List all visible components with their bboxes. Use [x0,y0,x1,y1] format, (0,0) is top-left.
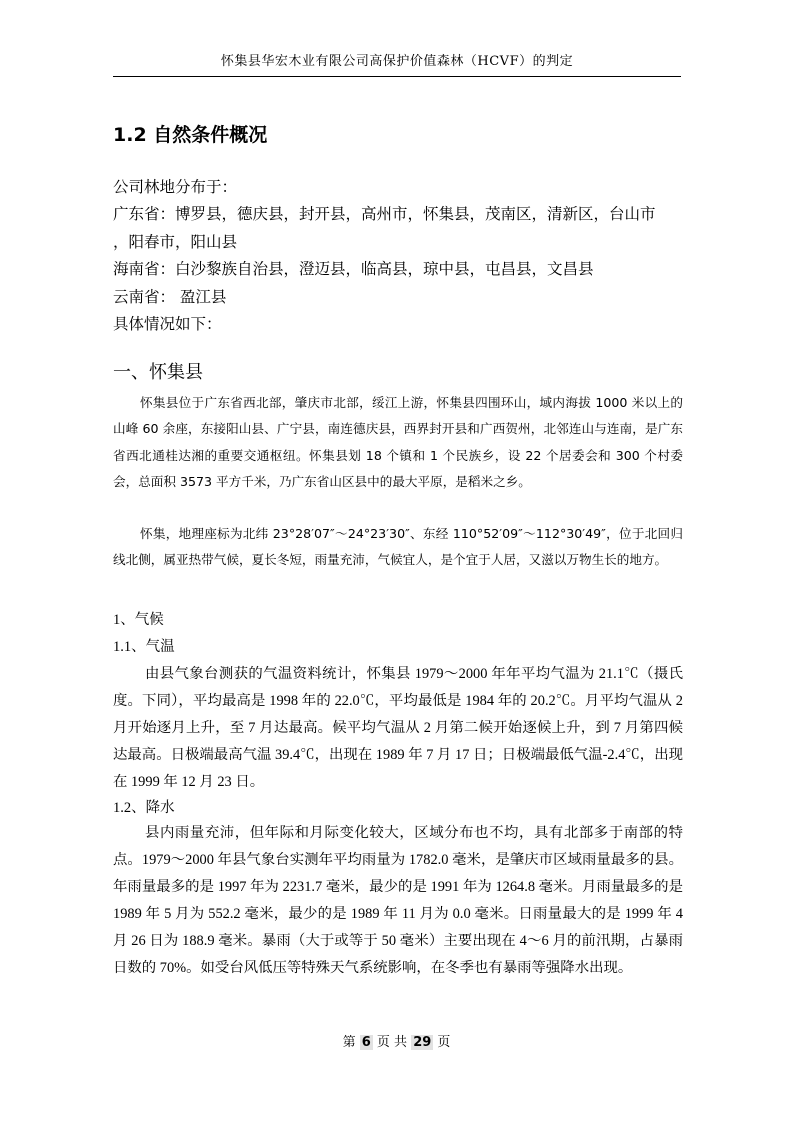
county-paragraph-location: 怀集县位于广东省西北部，肇庆市北部，绥江上游，怀集县四围环山，域内海拔 1000 米以上的山峰 60 余座，东接阳山县、广宁县，南连德庆县，西界封开县和广西贺州，北邻连山与连南，是广东省西北通桂达湘的重要交通枢纽。怀集县划 18 个镇和 1 个民族乡，设 22 个居委会和 300 个村委会，总面积 3573 平方千米，乃广东省山区县中的最大平原，是稻米之乡。 [113,395,683,490]
page-header: 怀集县华宏木业有限公司高保护价值森林（HCVF）的判定 [220,54,574,69]
intro-block [113,174,683,338]
intro-line: 广东省：博罗县，德庆县，封开县，高州市，怀集县，茂南区，清新区，台山市 [113,205,656,224]
climate-heading: 1、气候 [113,612,164,628]
temperature-heading: 1.1、气温 [113,639,175,655]
section-title: 1.2 自然条件概况 [113,124,268,146]
intro-line: 海南省：白沙黎族自治县，澄迈县，临高县，琼中县，屯昌县，文昌县 [113,260,594,279]
header-divider [113,76,681,77]
footer-suffix: 页 [437,1035,451,1050]
current-page-number: 6 [361,1035,371,1050]
county-paragraph-geography: 怀集，地理座标为北纬 23°28′07″～24°23′30″、东经 110°52′09″～112°30′49″，位于北回归线北侧，属亚热带气候，夏长冬短，雨量充沛，气候宜人，是个宜于人居，又滋以万物生长的地方。 [113,526,683,568]
intro-line: 具体情况如下： [113,315,222,334]
intro-line: 公司林地分布于： [113,178,238,196]
footer-prefix: 第 [342,1035,356,1050]
intro-line: 云南省： 盈江县 [113,287,227,306]
footer-middle: 页 共 [376,1035,408,1050]
page-footer [0,1033,793,1053]
intro-line: ，阳春市，阳山县 [113,232,238,251]
rainfall-heading: 1.2、降水 [113,800,175,816]
total-page-number: 29 [413,1035,432,1050]
temperature-paragraph: 由县气象台测获的气温资料统计，怀集县 1979～2000 年年平均气温为 21.1℃（摄氏度。下同），平均最高是 1998 年的 22.0℃，平均最低是 1984 年的 20.2℃。月平均气温从 2 月开始逐月上升，至 7 月达最高。候平均气温从 2 月第二候开始逐候上升，到 7 月第四候达最高。日极端最高气温 39.4℃，出现在 1989 年 7 月 17 日；日极端最低气温-2.4℃，出现在 1999 年 12 月 23 日。 [113,666,683,790]
county-heading: 一、怀集县 [113,362,203,383]
rainfall-paragraph: 县内雨量充沛，但年际和月际变化较大，区域分布也不均，具有北部多于南部的特点。1979～2000 年县气象台实测年平均雨量为 1782.0 毫米，是肇庆市区域雨量最多的县。年雨量最多的是 1997 年为 2231.7 毫米，最少的是 1991 年为 1264.8 毫米。月雨量最多的是 1989 年 5 月为 552.2 毫米，最少的是 1989 年 11 月为 0.0 毫米。日雨量最大的是 1999 年 4 月 26 日为 188.9 毫米。暴雨（大于或等于 50 毫米）主要出现在 4～6 月的前汛期，占暴雨日数的 70%。如受台风低压等特殊天气系统影响，在冬季也有暴雨等强降水出现。 [113,825,683,976]
